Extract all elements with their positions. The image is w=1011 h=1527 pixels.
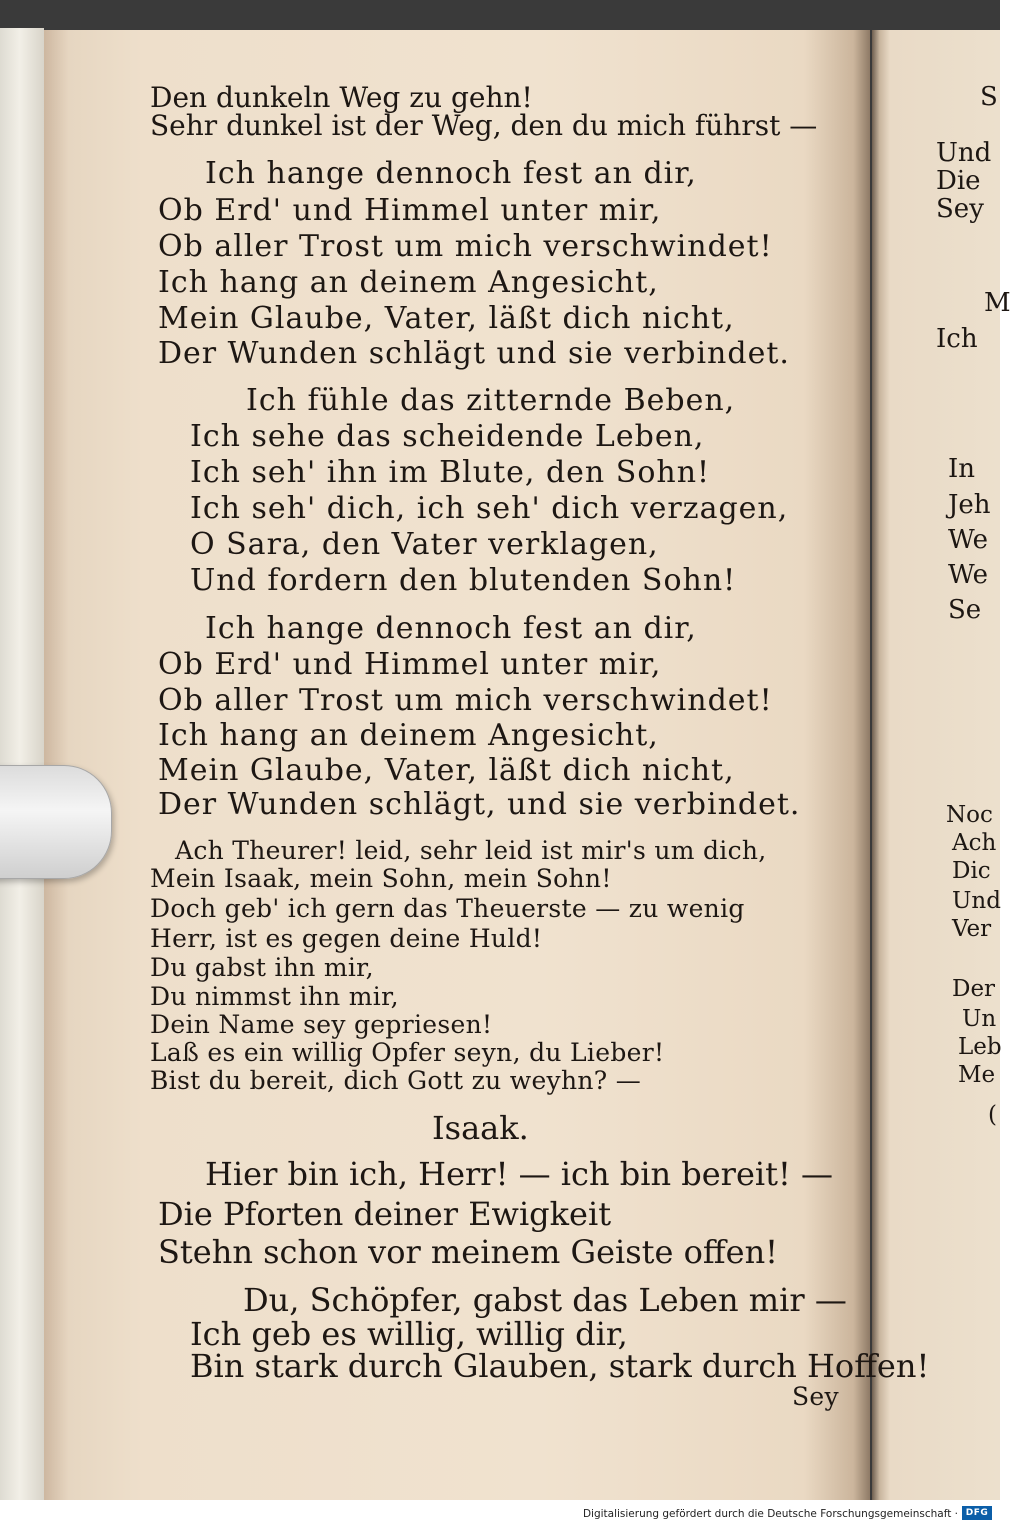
poem-line: Ich seh' ihn im Blute, den Sohn! <box>190 455 711 490</box>
catchword: Sey <box>792 1382 839 1411</box>
poem-line: Sehr dunkel ist der Weg, den du mich führst — <box>150 109 818 142</box>
right-fragment: Un <box>962 1006 997 1032</box>
right-fragment: Jeh <box>948 490 991 520</box>
funding-credit: Digitalisierung gefördert durch die Deutsche Forschungsgemeinschaft · <box>582 1508 958 1520</box>
poem-line: O Sara, den Vater verklagen, <box>190 527 659 562</box>
poem-line: Den dunkeln Weg zu gehn! <box>150 81 533 114</box>
right-fragment: Dic <box>952 858 991 884</box>
poem-line: Ich hange dennoch fest an dir, <box>205 156 697 191</box>
poem-line: Ich geb es willig, willig dir, <box>190 1315 628 1353</box>
right-fragment: Und <box>936 138 992 168</box>
poem-line: Ich hang an deinem Angesicht, <box>158 718 659 753</box>
right-fragment: Me <box>958 1062 996 1088</box>
poem-line: Ach Theurer! leid, sehr leid ist mir's um dich, <box>175 836 767 865</box>
poem-line: Mein Isaak, mein Sohn, mein Sohn! <box>150 864 612 893</box>
poem-line: Ich seh' dich, ich seh' dich verzagen, <box>190 491 789 526</box>
footer-bar <box>0 1500 1000 1527</box>
poem-line: Laß es ein willig Opfer seyn, du Lieber! <box>150 1038 665 1067</box>
speaker-heading: Isaak. <box>432 1109 529 1147</box>
right-fragment: Der <box>952 976 996 1002</box>
poem-line: Du gabst ihn mir, <box>150 953 374 982</box>
right-fragment: Die <box>936 166 981 196</box>
poem-line: Bin stark durch Glauben, stark durch Hoffen! <box>190 1347 930 1385</box>
dfg-logo: DFG <box>962 1506 992 1520</box>
poem-line: Ich fühle das zitternde Beben, <box>246 383 736 418</box>
poem-line: Und fordern den blutenden Sohn! <box>190 563 737 598</box>
right-fragment: Ach <box>952 830 997 856</box>
right-fragment: We <box>948 525 988 555</box>
poem-line: Mein Glaube, Vater, läßt dich nicht, <box>158 753 735 788</box>
right-fragment: Sey <box>936 194 984 224</box>
poem-line: Ich hange dennoch fest an dir, <box>205 611 697 646</box>
poem-line: Herr, ist es gegen deine Huld! <box>150 924 543 953</box>
poem-line: Der Wunden schlägt und sie verbindet. <box>158 336 790 371</box>
poem-line: Ich sehe das scheidende Leben, <box>190 419 705 454</box>
poem-line: Ob aller Trost um mich verschwindet! <box>158 683 773 718</box>
right-fragment: In <box>948 454 976 484</box>
poem-line: Ob aller Trost um mich verschwindet! <box>158 229 773 264</box>
right-fragment: Ver <box>952 916 992 942</box>
poem-line: Der Wunden schlägt, und sie verbindet. <box>158 787 801 822</box>
poem-line: Ob Erd' und Himmel unter mir, <box>158 647 662 682</box>
poem-line: Ob Erd' und Himmel unter mir, <box>158 193 662 228</box>
poem-line: Hier bin ich, Herr! — ich bin bereit! — <box>205 1155 834 1193</box>
right-fragment: S <box>980 82 998 112</box>
poem-line: Dein Name sey gepriesen! <box>150 1010 493 1039</box>
right-fragment: Ich <box>936 324 978 354</box>
poem-line: Mein Glaube, Vater, läßt dich nicht, <box>158 301 735 336</box>
poem-line: Doch geb' ich gern das Theuerste — zu wenig <box>150 894 745 923</box>
right-fragment: Noc <box>946 802 993 828</box>
poem-line: Bist du bereit, dich Gott zu weyhn? — <box>150 1066 642 1095</box>
poem-line: Du, Schöpfer, gabst das Leben mir — <box>243 1281 847 1319</box>
right-fragment: ( <box>988 1102 997 1128</box>
right-fragment: Se <box>948 595 982 625</box>
right-fragment: M <box>984 288 1011 318</box>
right-fragment: Leb <box>958 1034 1002 1060</box>
right-fragment: We <box>948 560 988 590</box>
poem-line: Du nimmst ihn mir, <box>150 982 399 1011</box>
poem-line: Ich hang an deinem Angesicht, <box>158 265 659 300</box>
poem-line: Die Pforten deiner Ewigkeit <box>158 1195 612 1233</box>
poem-line: Stehn schon vor meinem Geiste offen! <box>158 1233 779 1271</box>
right-fragment: Und <box>952 888 1001 914</box>
